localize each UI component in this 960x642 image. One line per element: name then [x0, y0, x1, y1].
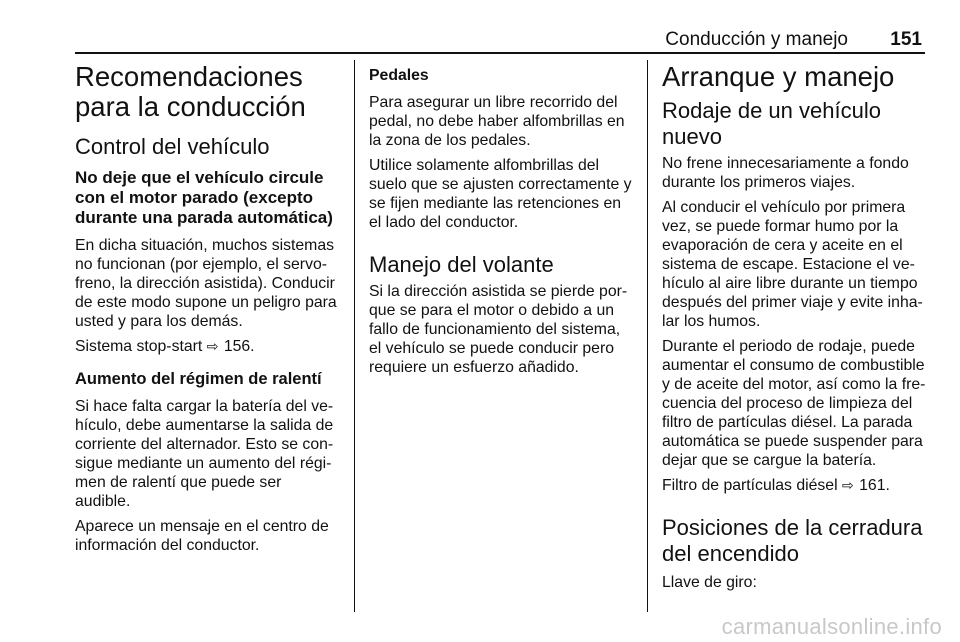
cross-reference[interactable]	[75, 337, 341, 356]
column-2	[369, 62, 635, 383]
pedals-heading: Pedales	[369, 67, 429, 84]
steering-heading: Manejo del volante	[369, 252, 554, 277]
paragraph: Llave de giro:	[662, 574, 757, 591]
running-header-title: Conducción y manejo	[665, 29, 848, 50]
paragraph: Durante el periodo de rodaje, puede aumentar el consumo de combustible y de aceite del motor, así como la frecuencia del proceso de limpieza del filtro de partículas diésel. La parada automática se puede suspender para dejar que se cargue la batería.	[662, 338, 926, 469]
arrow-reference-icon: ⇨	[842, 477, 854, 493]
column-divider-1	[354, 60, 355, 612]
paragraph: Al conducir el vehículo por primera vez, se puede formar humo por la evaporación de cera y aceite en el sistema de escape. Estacione el vehículo al aire libre durante un tiempo después del primer viaje y evite inhalar los humos.	[662, 199, 923, 330]
paragraph: Para asegurar un libre recorrido del pedal, no debe haber alfombrillas en la zona de los pedales.	[369, 94, 625, 149]
paragraph: No frene innecesariamente a fondo durante los primeros viajes.	[662, 155, 909, 191]
paragraph: Si hace falta cargar la batería del vehículo, debe aumentarse la salida de corriente del alternador. Esto se consigue mediante un aumento del régimen de ralentí que puede ser audible.	[75, 398, 334, 510]
paragraph: Aparece un mensaje en el centro de información del conductor.	[75, 518, 329, 554]
section-heading: Posiciones de la cerradura del encendido	[662, 515, 923, 566]
watermark: carmanualsonline.info	[721, 614, 942, 639]
arrow-reference-icon: ⇨	[206, 338, 219, 354]
main-heading: Arranque y manejo	[662, 61, 895, 92]
sub-heading: No deje que el vehículo circule con el motor parado (excepto durante una parada automática)	[75, 168, 333, 227]
main-heading: Recomendaciones para la conducción	[75, 61, 306, 122]
sub-heading: Aumento del régimen de ralentí	[75, 370, 322, 388]
section-heading: Rodaje de un vehículo nuevo	[662, 98, 881, 149]
section-heading: Control del vehículo	[75, 134, 270, 159]
column-1	[75, 62, 341, 561]
paragraph: Si la dirección asistida se pierde porque se para el motor o debido a un fallo de funcionamiento del sistema, el vehículo se puede conducir pero requiere un esfuerzo añadido.	[369, 283, 628, 376]
reference-text: Filtro de partículas diésel	[662, 477, 838, 494]
reference-page: 156.	[223, 338, 255, 355]
reference-text: Sistema stop-start	[75, 338, 203, 355]
column-3	[662, 62, 928, 598]
header-rule	[75, 52, 925, 54]
paragraph: En dicha situación, muchos sistemas no funcionan (por ejemplo, el servofreno, la dirección asistida). Conducir de este modo supone un peligro para usted y para los demás.	[75, 237, 337, 330]
page-number: 151	[890, 29, 922, 50]
cross-reference[interactable]	[662, 476, 928, 495]
reference-page: 161.	[859, 477, 890, 494]
paragraph: Utilice solamente alfombrillas del suelo que se ajusten correctamente y se fijen mediante las retenciones en el lado del conductor.	[369, 157, 632, 231]
column-divider-2	[647, 60, 648, 612]
